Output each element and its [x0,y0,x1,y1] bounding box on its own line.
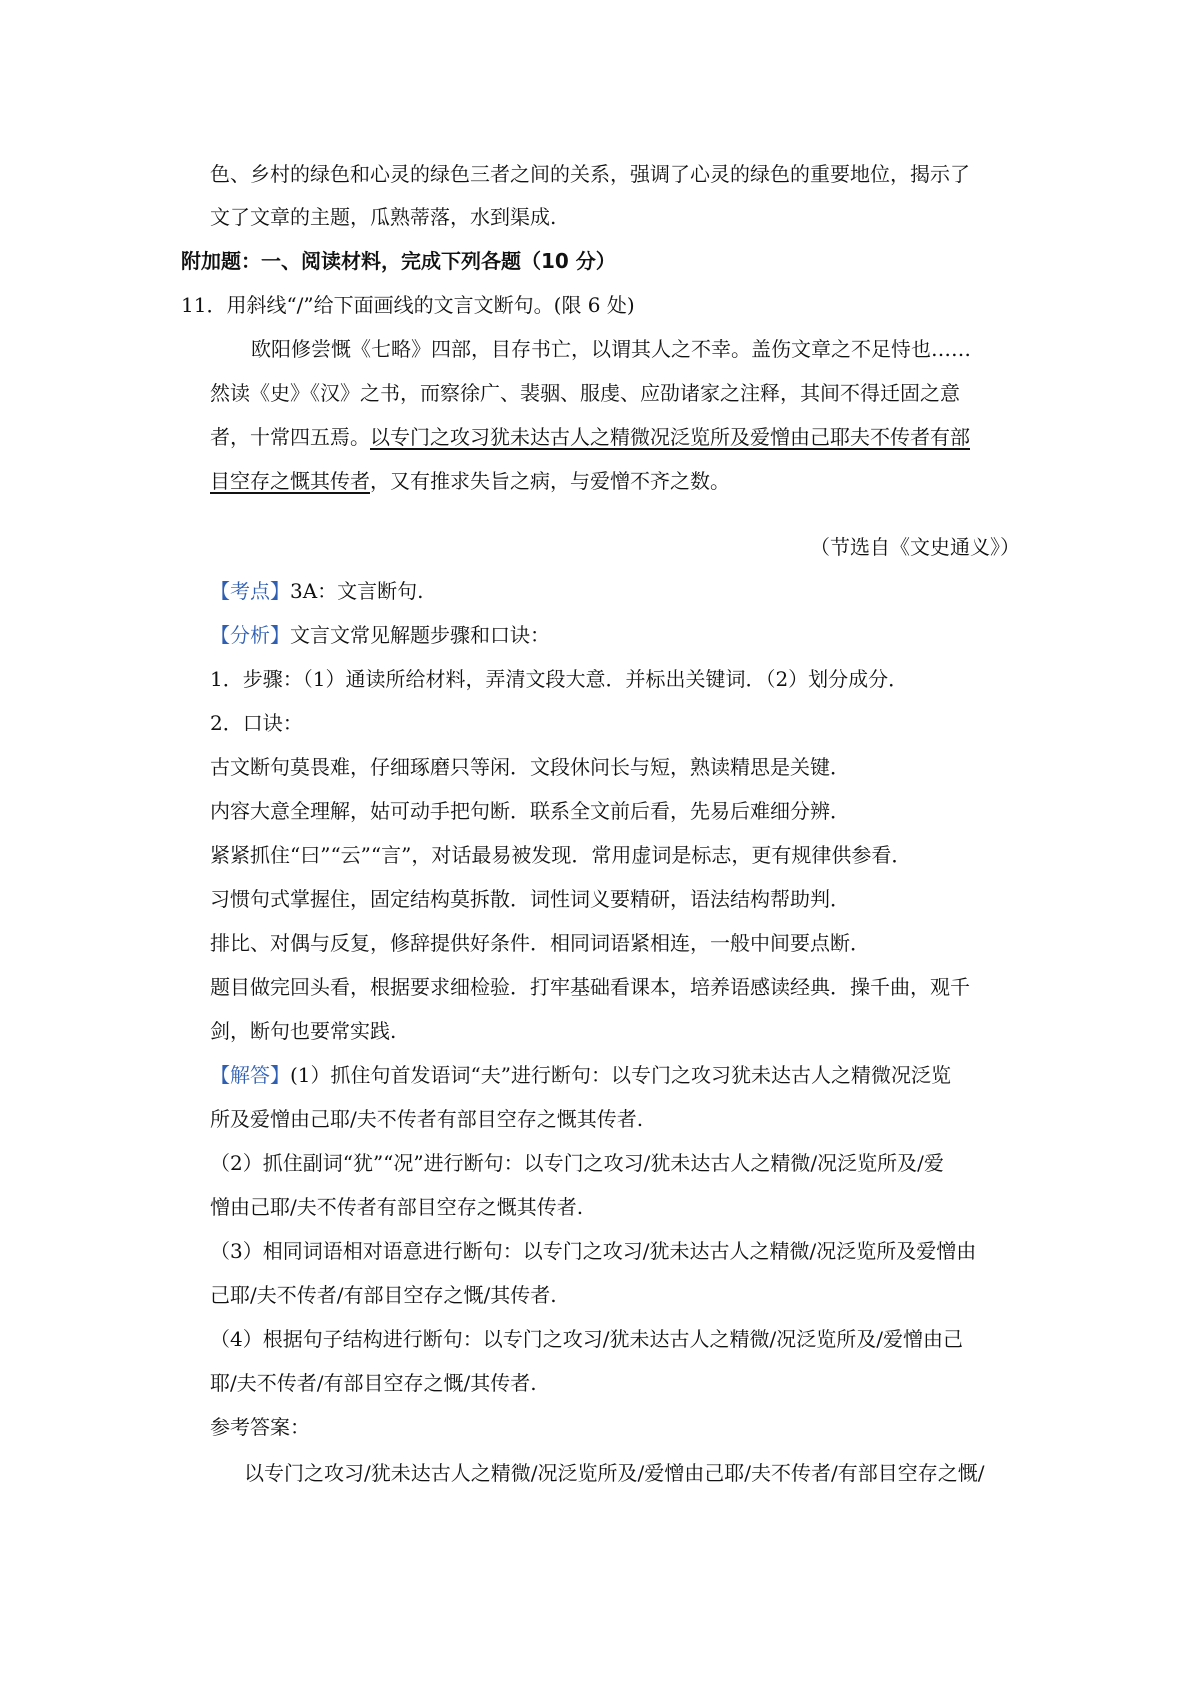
intro-line-1: 色、乡村的绿色和心灵的绿色三者之间的关系，强调了心灵的绿色的重要地位，揭示了 [210,162,970,186]
jieda-label: 【解答】 [210,1063,290,1087]
kaodian-label: 【考点】 [210,579,290,603]
jieda-p4-line-1: （4）根据句子结构进行断句：以专门之攻习/犹未达古人之精微/况泛览所及/爱憎由己 [210,1327,963,1351]
verse-line: 剑，断句也要常实践. [210,1019,397,1043]
jieda-p1-line-2: 所及爱憎由己耶/夫不传者有部目空存之慨其传者. [210,1107,644,1131]
verse-line: 题目做完回头看，根据要求细检验．打牢基础看课本，培养语感读经典．操千曲，观千 [210,975,970,999]
jieda-p1-line-1: (1）抓住句首发语词“夫”进行断句：以专门之攻习犹未达古人之精微况泛览 [290,1063,951,1087]
passage-line-4-underlined: 目空存之慨其传者 [210,469,370,493]
passage-line-3-underlined: 以专门之攻习犹未达古人之精微况泛览所及爱憎由己耶夫不传者有部 [370,425,970,449]
question-title: 11．用斜线“/”给下面画线的文言文断句。(限 6 处) [181,293,635,317]
kaodian-line [210,578,424,604]
passage-line-2: 然读《史》《汉》之书，而察徐广、裴骃、服虔、应劭诸家之注释，其间不得迁固之意 [210,381,960,405]
fenxi-line [210,622,550,648]
jieda-p2-line-2: 憎由己耶/夫不传者有部目空存之慨其传者. [210,1195,584,1219]
verse-line: 排比、对偶与反复，修辞提供好条件．相同词语紧相连，一般中间要点断． [210,931,870,955]
kaodian-text: 3A：文言断句. [290,579,424,603]
jieda-line-1 [210,1062,951,1088]
fenxi-text: 文言文常见解题步骤和口诀： [290,623,550,647]
jieda-p3-line-1: （3）相同词语相对语意进行断句：以专门之攻习/犹未达古人之精微/况泛览所及爱憎由 [210,1239,977,1263]
jieda-p2-line-1: （2）抓住副词“犹”“况”进行断句：以专门之攻习/犹未达古人之精微/况泛览所及/爱 [210,1151,944,1175]
passage-line-4 [210,468,730,494]
appendix-heading: 附加题：一、阅读材料，完成下列各题（10 分） [181,249,616,273]
answer-line: 以专门之攻习/犹未达古人之精微/况泛览所及/爱憎由己耶/夫不传者/有部目空存之慨/ [244,1461,985,1485]
passage-source: （节选自《文史通义》） [810,535,1020,559]
passage-line-3-plain: 者，十常四五焉。 [210,425,370,449]
fenxi-label: 【分析】 [210,623,290,647]
verse-line: 古文断句莫畏难，仔细琢磨只等闲．文段休问长与短，熟读精思是关键． [210,755,850,779]
passage-line-4-plain: ，又有推求失旨之病，与爱憎不齐之数。 [370,469,730,493]
fenxi-step-1: 1．步骤：（1）通读所给材料，弄清文段大意．并标出关键词．（2）划分成分． [210,667,909,691]
passage-line-3 [210,424,970,450]
passage-line-1: 欧阳修尝慨《七略》四部，目存书亡，以谓其人之不幸。盖伤文章之不足恃也…… [251,337,971,361]
fenxi-step-2: 2．口诀： [210,711,303,735]
jieda-p3-line-2: 己耶/夫不传者/有部目空存之慨/其传者. [210,1283,557,1307]
verse-line: 内容大意全理解，姑可动手把句断．联系全文前后看，先易后难细分辨． [210,799,850,823]
verse-line: 习惯句式掌握住，固定结构莫拆散．词性词义要精研，语法结构帮助判． [210,887,850,911]
intro-line-2: 文了文章的主题，瓜熟蒂落，水到渠成. [210,205,557,229]
jieda-p4-line-2: 耶/夫不传者/有部目空存之慨/其传者. [210,1371,537,1395]
answer-label: 参考答案： [210,1415,310,1439]
verse-line: 紧紧抓住“曰”“云”“言”，对话最易被发现．常用虚词是标志，更有规律供参看． [210,843,912,867]
